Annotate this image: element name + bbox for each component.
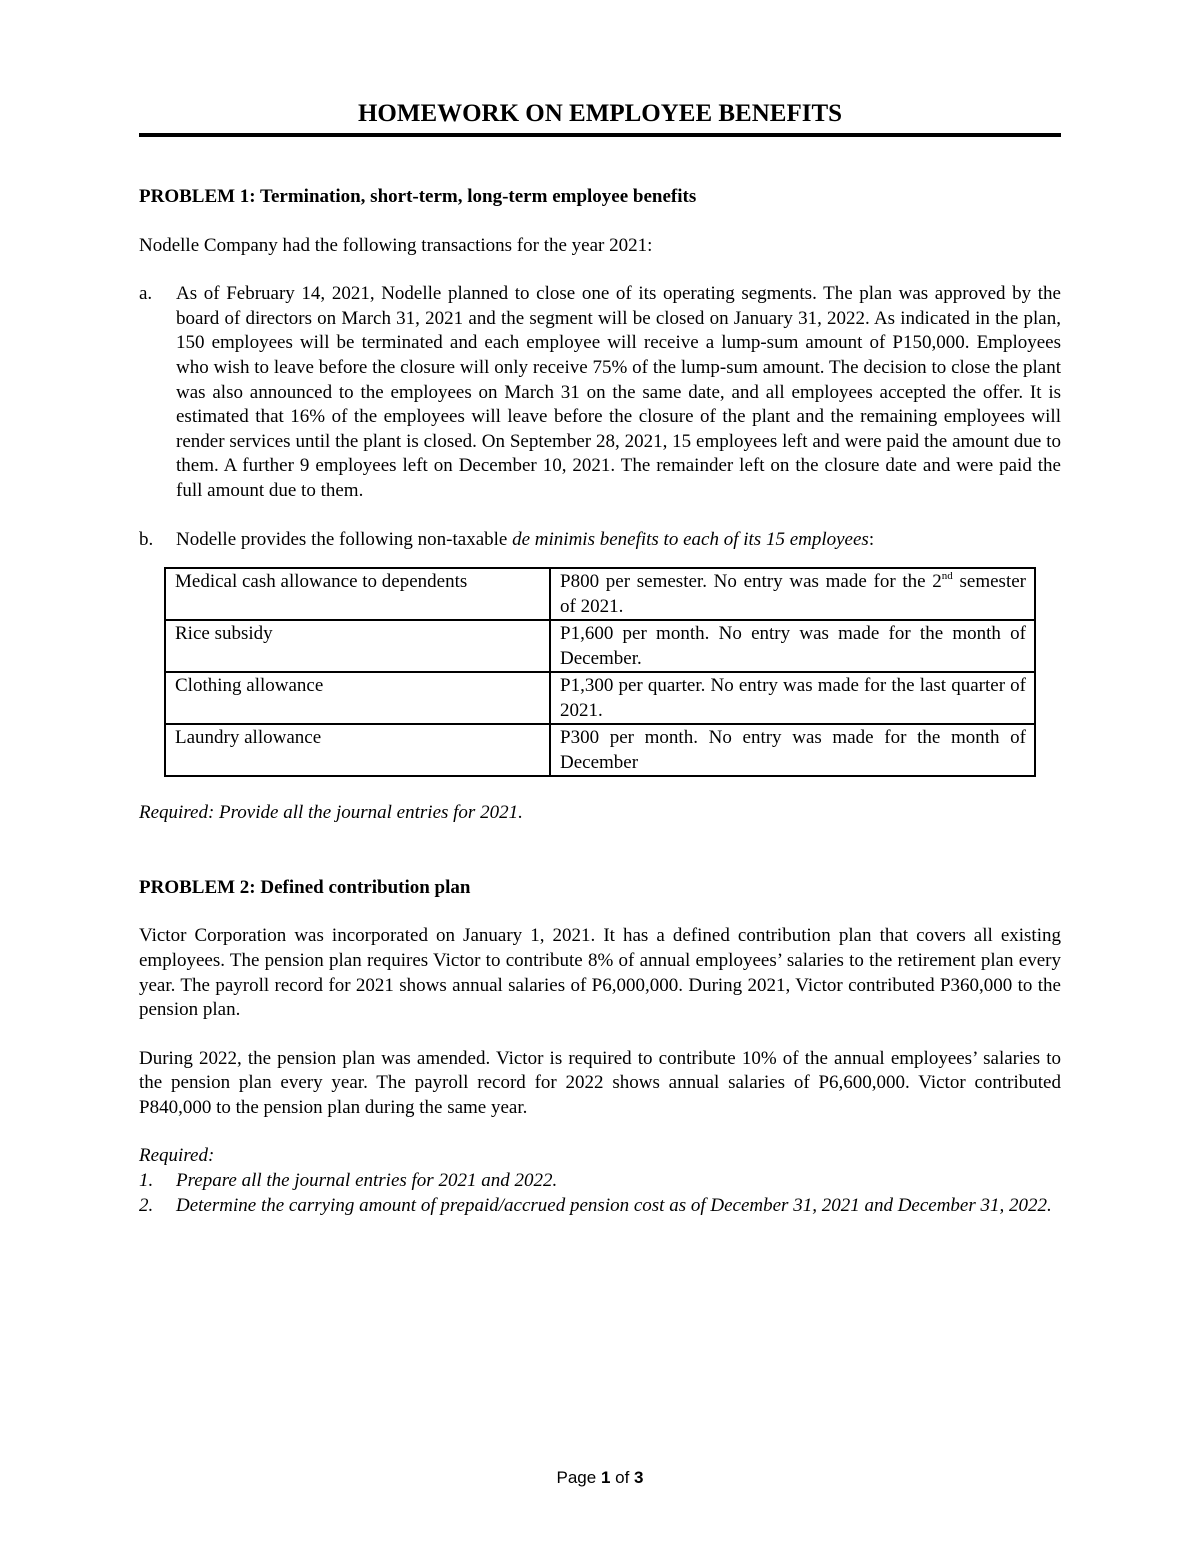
item-a-text: As of February 14, 2021, Nodelle planned to close one of its operating segments. The plan was approved by the board of directors on March 31, 2021 and the segment will be closed on January 31, 2022. As indicated in the plan, 150 employees will be terminated and each employee will receive a lump-sum amount of P150,000. Employees who wish to leave before the closure will only receive 75% of the lump-sum amount. The decision to close the plant was also announced to the employees on March 31 on the same date, and all employees accepted the offer. It is estimated that 16% of the employees will leave before the closure of the plant and the remaining employees will render services until the plant is closed. On September 28, 2021, 15 employees left and were paid the amount due to them. A further 9 employees left on December 10, 2021. The remainder left on the closure date and were paid the full amount due to them.	[176, 283, 1061, 501]
required-label: Required:	[139, 1145, 215, 1167]
list-item-a	[139, 282, 1061, 503]
problem-1-intro: Nodelle Company had the following transactions for the year 2021:	[139, 234, 653, 256]
footer-middle: of	[610, 1468, 635, 1487]
list-item	[139, 1169, 1061, 1194]
problem-1-heading: PROBLEM 1: Termination, short-term, long-term employee benefits	[139, 186, 697, 207]
required-list	[139, 1169, 1061, 1218]
footer-total-pages: 3	[634, 1468, 644, 1487]
benefit-name: Rice subsidy	[165, 620, 550, 672]
item-a-marker: a.	[139, 283, 153, 305]
footer-current-page: 1	[600, 1468, 611, 1487]
benefits-table	[164, 567, 1036, 777]
item-b-text	[176, 528, 1061, 553]
benefit-detail: P1,600 per month. No entry was made for the month of December.	[550, 620, 1035, 672]
table-row	[165, 672, 1035, 724]
benefit-detail: P300 per month. No entry was made for the month of December	[550, 724, 1035, 776]
problem-2-required	[139, 1144, 1061, 1218]
problem-2-heading: PROBLEM 2: Defined contribution plan	[139, 876, 471, 898]
benefit-detail-post: semester of 2021.	[560, 571, 1026, 618]
benefit-detail-sup: nd	[941, 569, 953, 582]
benefit-detail-pre: P800 per semester. No entry was made for the 2	[560, 571, 942, 593]
footer-prefix: Page	[556, 1468, 601, 1487]
page-footer	[0, 1468, 1200, 1488]
item-b-text-italic: de minimis benefits to each of its 15 employees	[512, 528, 869, 550]
table-row	[165, 620, 1035, 672]
problem-1	[139, 185, 1061, 826]
table-row	[165, 724, 1035, 776]
benefit-detail	[550, 568, 1035, 620]
problem-2-paragraph-2: During 2022, the pension plan was amended. Victor is required to contribute 10% of the annual employees’ salaries to the pension plan every year. The payroll record for 2022 shows annual salaries of P6,600,000. Victor contributed P840,000 to the pension plan during the same year.	[139, 1047, 1061, 1118]
table-row	[165, 568, 1035, 620]
required-item-text: Determine the carrying amount of prepaid/accrued pension cost as of December 31, 2021 and December 31, 2022.	[176, 1194, 1052, 1216]
required-item-text: Prepare all the journal entries for 2021 and 2022.	[176, 1170, 558, 1192]
problem-1-required: Required: Provide all the journal entries for 2021.	[139, 802, 523, 824]
benefit-name: Medical cash allowance to dependents	[165, 568, 550, 620]
benefit-name: Clothing allowance	[165, 672, 550, 724]
problem-1-items	[139, 282, 1061, 552]
item-b-text-plain: Nodelle provides the following non-taxable	[176, 528, 513, 550]
benefit-name: Laundry allowance	[165, 724, 550, 776]
problem-2-paragraph-1: Victor Corporation was incorporated on January 1, 2021. It has a defined contribution plan that covers all existing employees. The pension plan requires Victor to contribute 8% of annual employees’ salaries to the retirement plan every year. The payroll record for 2021 shows annual salaries of P6,000,000. During 2021, Victor contributed P360,000 to the pension plan.	[139, 925, 1061, 1021]
required-item-number: 1.	[139, 1170, 154, 1192]
list-item-b	[139, 528, 1061, 553]
list-item	[139, 1194, 1061, 1219]
problem-2	[139, 876, 1061, 1219]
document-title: HOMEWORK ON EMPLOYEE BENEFITS	[139, 98, 1061, 137]
required-item-number: 2.	[139, 1194, 154, 1216]
benefit-detail: P1,300 per quarter. No entry was made for the last quarter of 2021.	[550, 672, 1035, 724]
item-b-marker: b.	[139, 528, 154, 550]
document-page	[139, 98, 1061, 1218]
item-b-text-end: :	[868, 528, 875, 550]
